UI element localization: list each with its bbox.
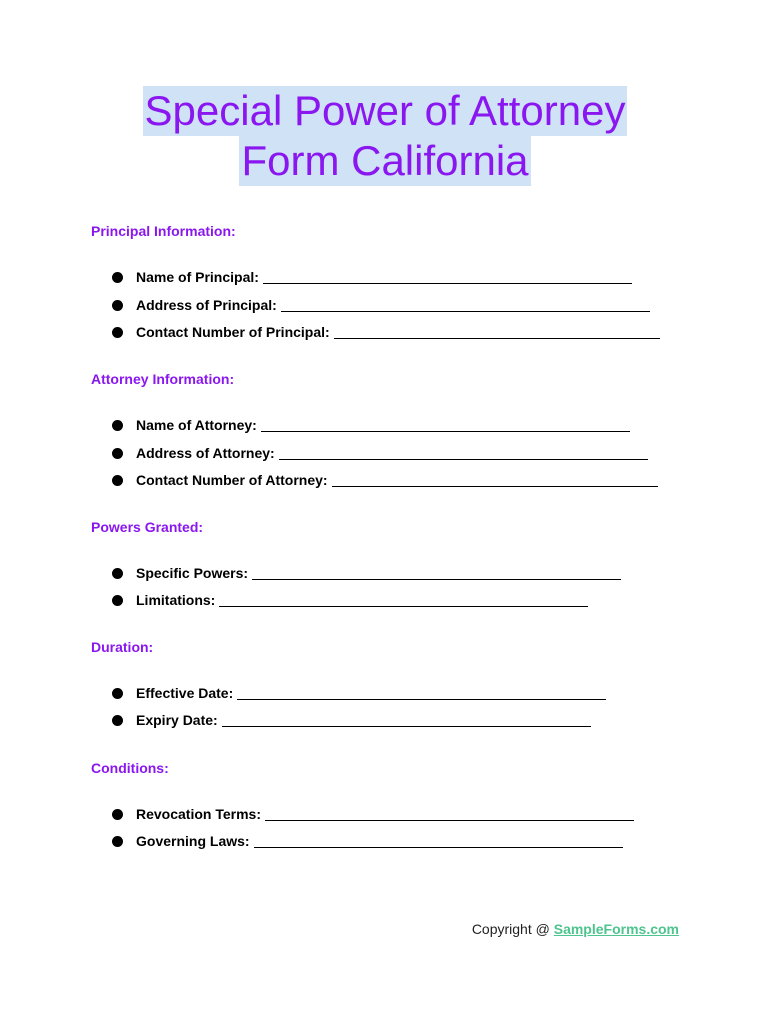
field-label: Name of Attorney: (136, 417, 257, 433)
field-label: Revocation Terms: (136, 806, 261, 822)
section-heading-powers: Powers Granted: (91, 519, 204, 535)
bullet-icon (112, 809, 123, 820)
fill-in-blank[interactable] (265, 806, 634, 821)
field-label: Name of Principal: (136, 269, 259, 285)
fill-in-blank[interactable] (332, 472, 658, 487)
fill-in-blank[interactable] (252, 565, 621, 580)
bullet-icon (112, 327, 123, 338)
fill-in-blank[interactable] (281, 297, 650, 312)
section-heading-conditions: Conditions: (91, 760, 169, 776)
field-label: Contact Number of Attorney: (136, 472, 328, 488)
bullet-icon (112, 300, 123, 311)
field-label: Limitations: (136, 592, 216, 608)
fill-in-blank[interactable] (334, 324, 660, 339)
sampleforms-link[interactable]: SampleForms.com (553, 921, 679, 937)
copyright-footer (472, 920, 679, 938)
field-revocation-terms[interactable] (112, 805, 634, 823)
field-address-of-attorney[interactable] (112, 444, 648, 462)
bullet-icon (112, 272, 123, 283)
field-name-of-principal[interactable] (112, 268, 632, 286)
bullet-icon (112, 420, 123, 431)
section-heading-principal: Principal Information: (91, 223, 236, 239)
field-contact-number-of-attorney[interactable] (112, 471, 658, 489)
bullet-icon (112, 715, 123, 726)
field-label: Expiry Date: (136, 712, 218, 728)
bullet-icon (112, 448, 123, 459)
fill-in-blank[interactable] (237, 685, 606, 700)
fill-in-blank[interactable] (222, 712, 591, 727)
field-label: Specific Powers: (136, 565, 249, 581)
field-effective-date[interactable] (112, 684, 606, 702)
copyright-text: Copyright @ (471, 921, 550, 937)
field-label: Contact Number of Principal: (136, 324, 330, 340)
fill-in-blank[interactable] (261, 417, 630, 432)
fill-in-blank[interactable] (219, 592, 588, 607)
bullet-icon (112, 688, 123, 699)
field-label: Effective Date: (136, 685, 234, 701)
document-title (0, 86, 770, 186)
field-label: Governing Laws: (136, 833, 250, 849)
field-governing-laws[interactable] (112, 832, 623, 850)
bullet-icon (112, 595, 123, 606)
bullet-icon (112, 568, 123, 579)
field-expiry-date[interactable] (112, 711, 591, 729)
section-heading-duration: Duration: (91, 639, 154, 655)
field-contact-number-of-principal[interactable] (112, 323, 660, 341)
field-specific-powers[interactable] (112, 564, 621, 582)
fill-in-blank[interactable] (263, 269, 632, 284)
field-address-of-principal[interactable] (112, 296, 650, 314)
field-limitations[interactable] (112, 591, 588, 609)
bullet-icon (112, 836, 123, 847)
field-label: Address of Attorney: (136, 445, 275, 461)
section-heading-attorney: Attorney Information: (91, 371, 235, 387)
title-line-2: Form California (241, 137, 529, 184)
fill-in-blank[interactable] (279, 445, 648, 460)
field-label: Address of Principal: (136, 297, 277, 313)
fill-in-blank[interactable] (254, 833, 623, 848)
bullet-icon (112, 475, 123, 486)
field-name-of-attorney[interactable] (112, 416, 630, 434)
title-line-1: Special Power of Attorney (144, 87, 626, 134)
